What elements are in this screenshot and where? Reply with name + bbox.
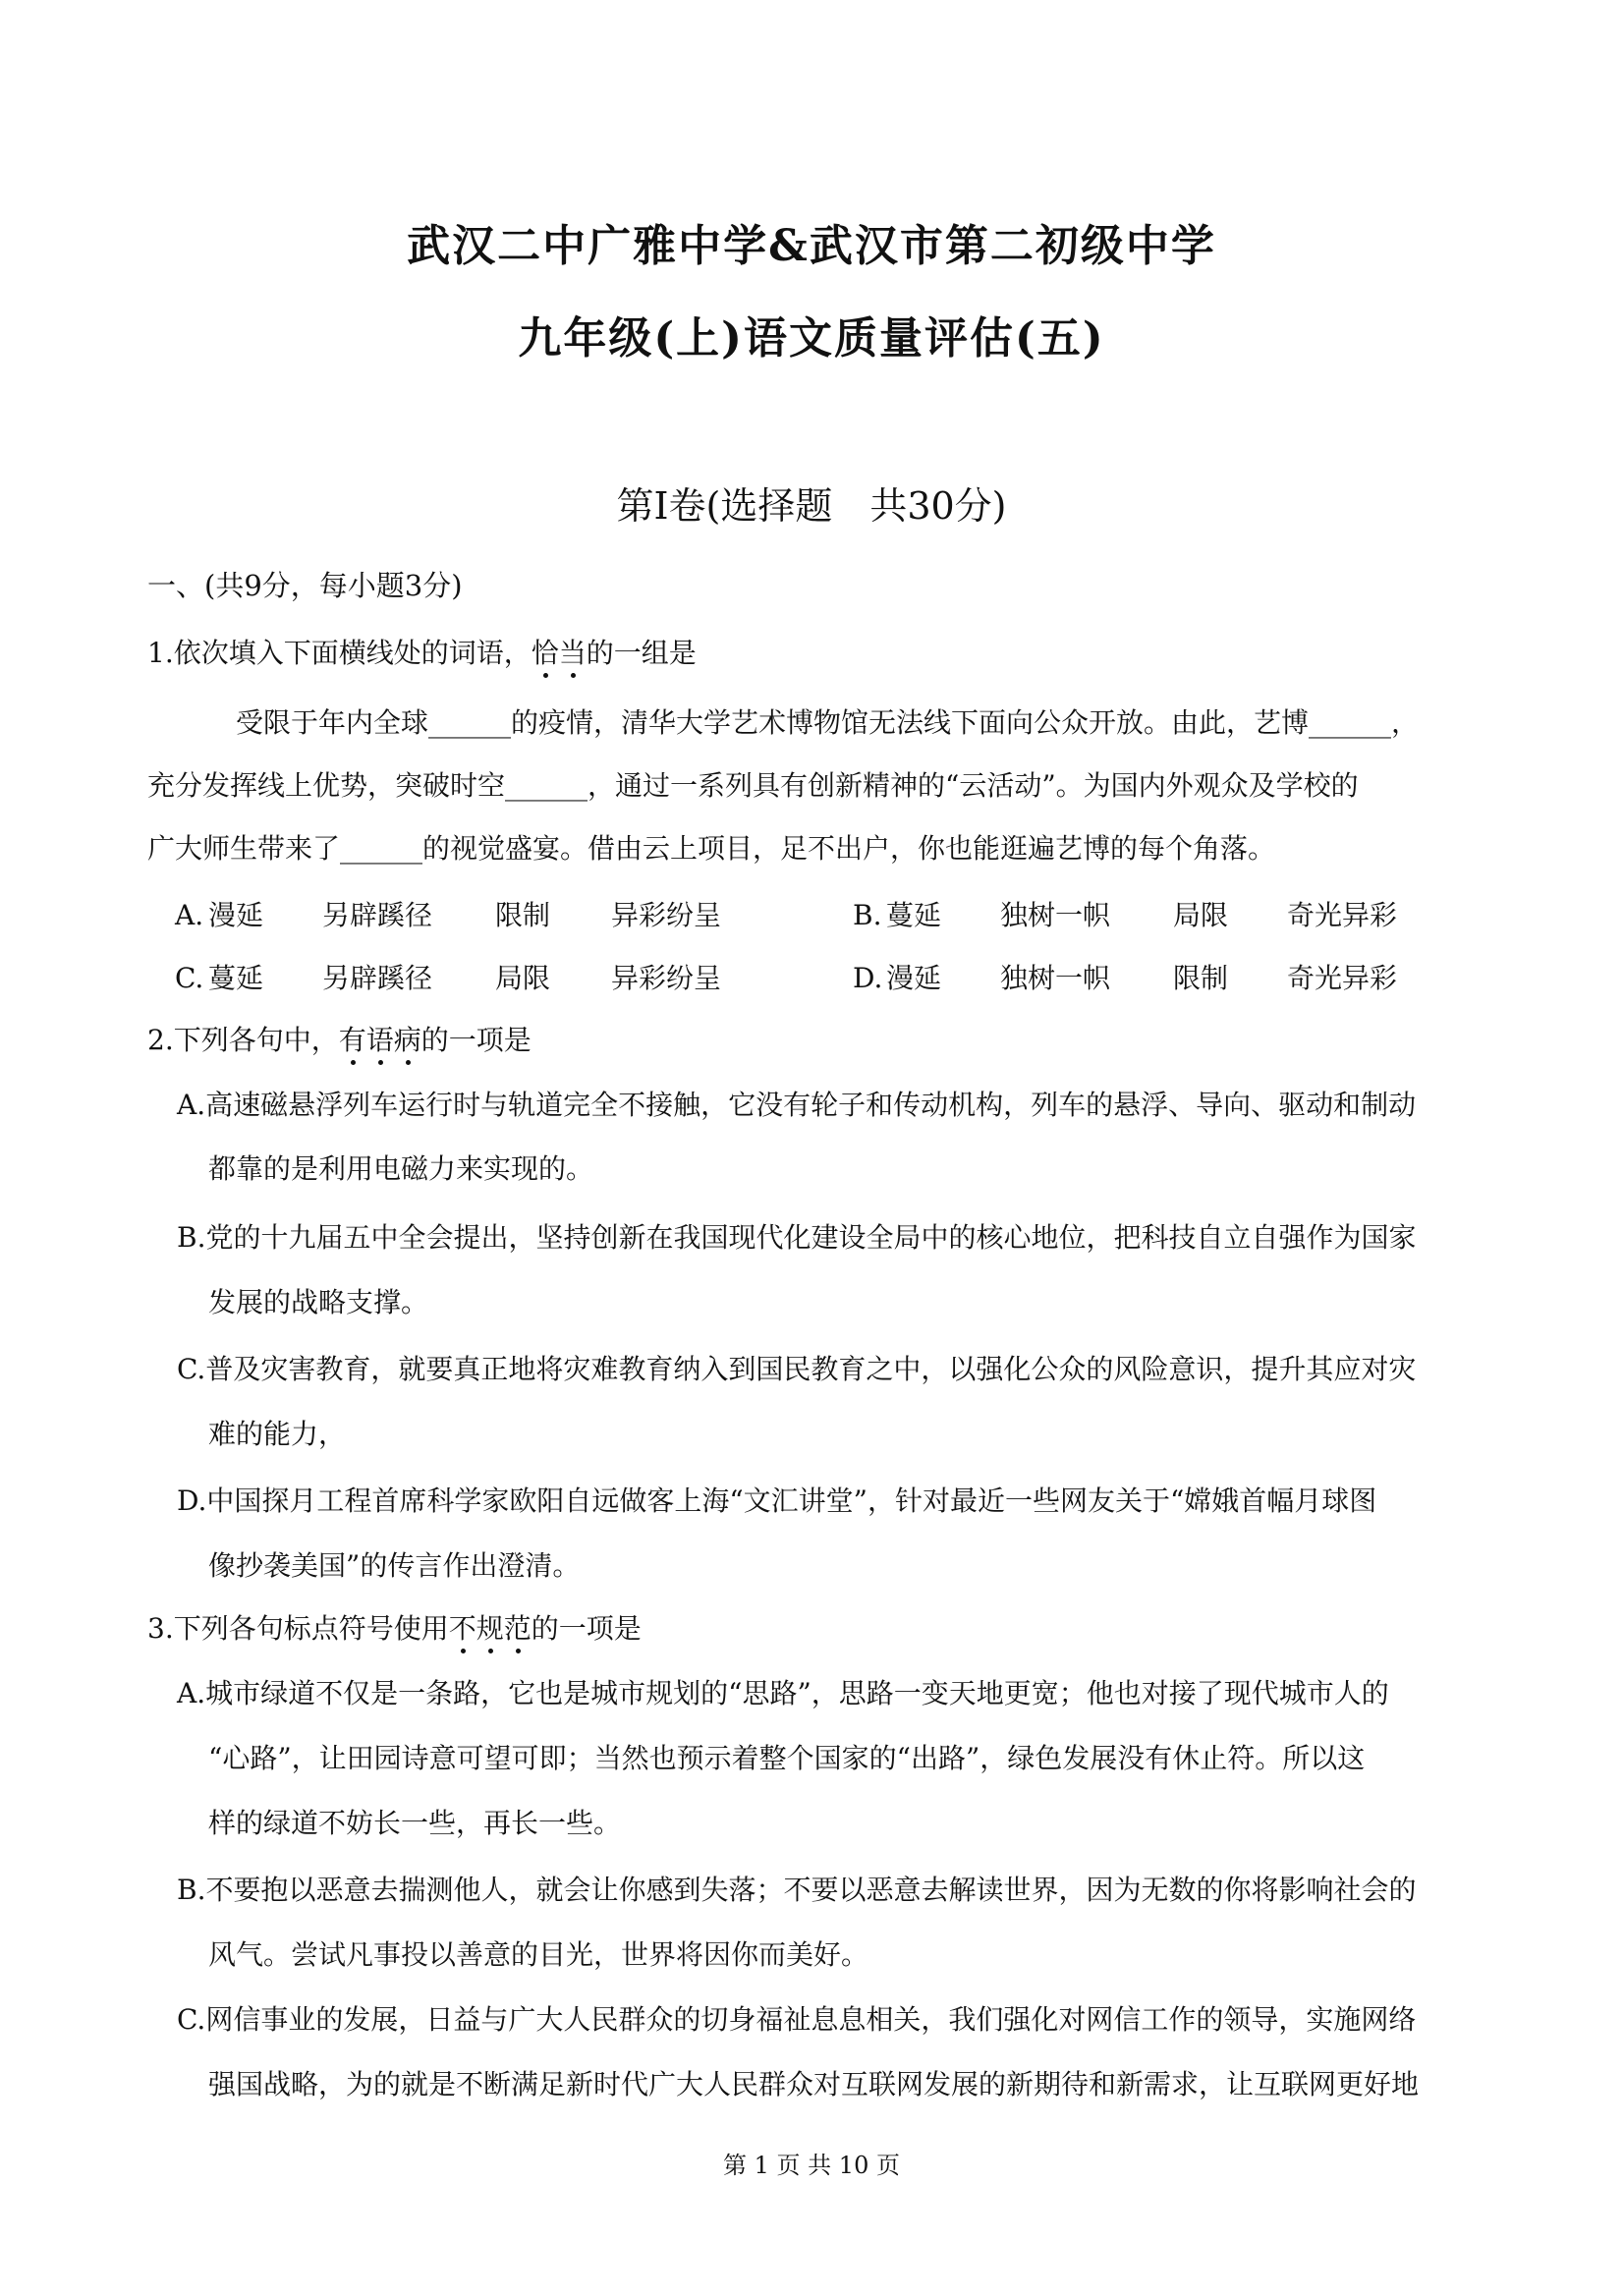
question-2-choice-d: D.中国探月工程首席科学家欧阳自远做客上海“文汇讲堂”，针对最近一些网友关于“嫦娥首幅月球图 [177,1484,1377,1517]
question-2-choice-d-cont: 像抄袭美国”的传言作出澄清。 [208,1549,581,1582]
question-2-choice-c-cont: 难的能力， [208,1418,347,1450]
question-2-choice-a: A.高速磁悬浮列车运行时与轨道完全不接触，它没有轮子和传动机构，列车的悬浮、导向、驱动和制动 [177,1089,1417,1121]
option-a-word: 另辟蹊径 [322,899,433,931]
option-a-word: 异彩纷呈 [611,899,722,931]
question-3-choice-b-cont: 风气。尝试凡事投以善意的目光，世界将因你而美好。 [208,1938,869,1971]
question-2-choice-b: B.党的十九届五中全会提出，坚持创新在我国现代化建设全局中的核心地位，把科技自立自强作为国家 [177,1221,1417,1254]
question-3-choice-b: B.不要抱以恶意去揣测他人，就会让你感到失落；不要以恶意去解读世界，因为无数的你将影响社会的 [177,1874,1417,1906]
question-2-choice-c: C.普及灾害教育，就要真正地将灾难教育纳入到国民教育之中，以强化公众的风险意识，提升其应对灾 [177,1353,1417,1385]
emphasis-char: 语 [366,1021,394,1060]
emphasis-char: 规 [476,1609,504,1649]
option-c-word: 异彩纷呈 [611,962,722,994]
question-3-choice-a-cont: “心路”，让田园诗意可望可即；当然也预示着整个国家的“出路”，绿色发展没有休止符。所以这 [208,1742,1366,1774]
option-b-word: 独树一帜 [1000,899,1111,931]
question-1-passage-line: 受限于年内全球______的疫情，清华大学艺术博物馆无法线下面向公众开放。由此，艺博______， [236,706,1420,739]
exam-title-school: 武汉二中广雅中学&武汉市第二初级中学 [407,221,1216,271]
question-2-stem: 2.下列各句中，有语病的一项是 [147,1021,532,1060]
question-3-choice-c-cont: 强国战略，为的就是不断满足新时代广大人民群众对互联网发展的新期待和新需求，让互联网更好地 [208,2068,1420,2100]
emphasis-char: 不 [449,1609,476,1649]
section-heading: 一、(共9分，每小题3分) [147,569,463,602]
emphasis-char: 有 [339,1021,366,1060]
emphasis-char: 当 [559,634,587,673]
question-3-choice-a-cont: 样的绿道不妨长一些，再长一些。 [208,1807,622,1839]
option-d-word: 奇光异彩 [1287,962,1398,994]
option-c-word: 另辟蹊径 [322,962,433,994]
option-c-word: 局限 [495,962,551,994]
exam-title-subject: 九年级(上)语文质量评估(五) [518,313,1105,364]
option-b-word: 蔓延 [886,899,942,931]
option-d-word: 独树一帜 [1000,962,1111,994]
option-letter-d: D. [853,962,883,994]
question-3-choice-a: A.城市绿道不仅是一条路，它也是城市规划的“思路”，思路一变天地更宽；他也对接了现代城市人的 [177,1677,1389,1709]
emphasis-char: 病 [394,1021,421,1060]
question-2-choice-a-cont: 都靠的是利用电磁力来实现的。 [208,1152,594,1185]
option-c-word: 蔓延 [208,962,264,994]
volume-heading: 第Ⅰ卷(选择题 共30分) [616,484,1007,528]
emphasis-char: 恰 [532,634,559,673]
question-3-choice-c: C.网信事业的发展，日益与广大人民群众的切身福祉息息相关，我们强化对网信工作的领导，实施网络 [177,2003,1417,2036]
option-d-word: 漫延 [886,962,942,994]
option-d-word: 限制 [1173,962,1229,994]
option-a-word: 漫延 [208,899,264,931]
option-a-word: 限制 [495,899,551,931]
option-b-word: 奇光异彩 [1287,899,1398,931]
option-letter-a: A. [175,899,204,931]
question-1-stem: 1.依次填入下面横线处的词语，恰当的一组是 [147,634,697,673]
option-letter-c: C. [175,962,204,994]
emphasis-char: 范 [504,1609,532,1649]
page-footer: 第 1 页 共 10 页 [723,2152,900,2179]
question-2-choice-b-cont: 发展的战略支撑。 [208,1286,429,1318]
question-1-passage-line: 广大师生带来了______的视觉盛宴。借由云上项目，足不出户，你也能逛遍艺博的每个角落。 [147,832,1276,865]
option-b-word: 局限 [1173,899,1229,931]
question-3-stem: 3.下列各句标点符号使用不规范的一项是 [147,1609,642,1649]
option-letter-b: B. [853,899,882,931]
question-1-passage-line: 充分发挥线上优势，突破时空______，通过一系列具有创新精神的“云活动”。为国内外观众及学校的 [147,769,1359,802]
